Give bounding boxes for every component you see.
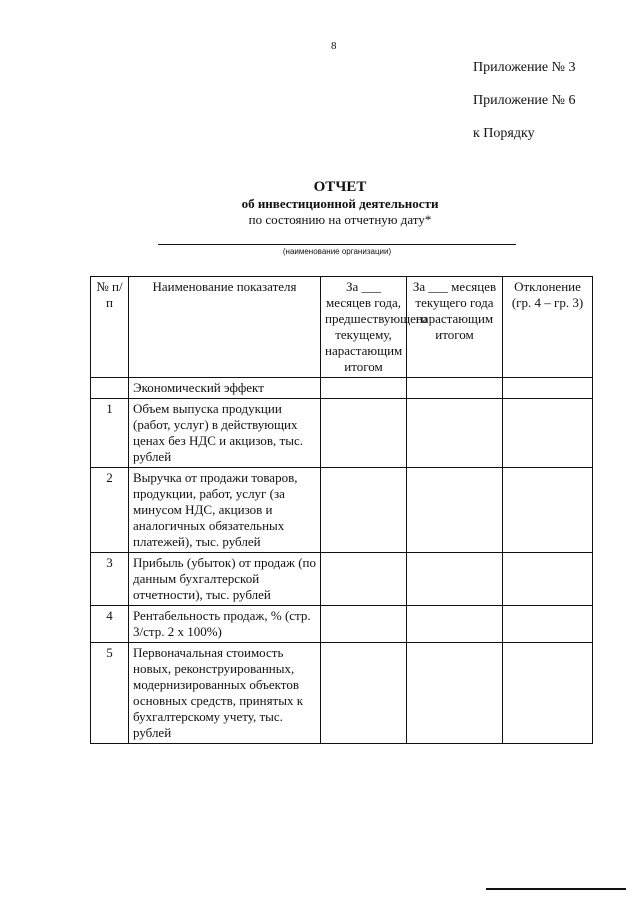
row-number: 3 (91, 553, 129, 606)
header-indicator: Наименование показателя (129, 277, 321, 378)
cell-deviation (503, 399, 593, 468)
cell-previous (321, 553, 407, 606)
cell-previous (321, 606, 407, 643)
page-number: 8 (331, 40, 337, 52)
row-indicator: Объем выпуска продукции (работ, услуг) в действующих ценах без НДС и акцизов, тыс. рублей (129, 399, 321, 468)
report-table (90, 276, 593, 744)
header-current-year: За ___ месяцев текущего года нарастающим итогом (407, 277, 503, 378)
row-number: 4 (91, 606, 129, 643)
cell-previous (321, 468, 407, 553)
row-indicator: Рентабельность продаж, % (стр. 3/стр. 2 х 100%) (129, 606, 321, 643)
appendix-line-3: к Порядку (473, 126, 535, 141)
report-title: ОТЧЕТ (313, 179, 367, 195)
table-row (91, 643, 593, 744)
appendix-line-2: Приложение № 6 (473, 93, 576, 108)
row-indicator: Выручка от продажи товаров, продукции, работ, услуг (за минусом НДС, акцизов и аналогичных обязательных платежей), тыс. рублей (129, 468, 321, 553)
row-number: 1 (91, 399, 129, 468)
table-row (91, 606, 593, 643)
cell-current (407, 606, 503, 643)
header-number: № п/п (91, 277, 129, 378)
table-row (91, 553, 593, 606)
header-previous-year: За ___ месяцев года, предшествующего текущему, нарастающим итогом (321, 277, 407, 378)
table-row (91, 399, 593, 468)
table-header-row (91, 277, 593, 378)
table-row (91, 468, 593, 553)
cell-current (407, 553, 503, 606)
cell-deviation (503, 553, 593, 606)
report-subtitle: об инвестиционной деятельности (241, 196, 439, 211)
cell-deviation (503, 643, 593, 744)
cell-deviation (503, 606, 593, 643)
row-indicator: Прибыль (убыток) от продаж (по данным бухгалтерской отчетности), тыс. рублей (129, 553, 321, 606)
organization-name-line (158, 244, 516, 245)
cell-previous (321, 643, 407, 744)
footnote-rule (486, 888, 626, 890)
header-deviation: Отклонение (гр. 4 – гр. 3) (503, 277, 593, 378)
report-date-line: по состоянию на отчетную дату* (248, 212, 432, 227)
row-number: 5 (91, 643, 129, 744)
section-row (91, 378, 593, 399)
row-number: 2 (91, 468, 129, 553)
organization-caption: (наименование организации) (282, 247, 392, 256)
cell-current (407, 399, 503, 468)
section-title: Экономический эффект (129, 378, 321, 399)
cell-current (407, 643, 503, 744)
row-indicator: Первоначальная стоимость новых, реконструированных, модернизированных объектов основных средств, принятых к бухгалтерскому учету, тыс. рублей (129, 643, 321, 744)
cell-previous (321, 399, 407, 468)
cell-deviation (503, 468, 593, 553)
title-block (90, 178, 590, 228)
cell-current (407, 468, 503, 553)
appendix-line-1: Приложение № 3 (473, 60, 576, 75)
